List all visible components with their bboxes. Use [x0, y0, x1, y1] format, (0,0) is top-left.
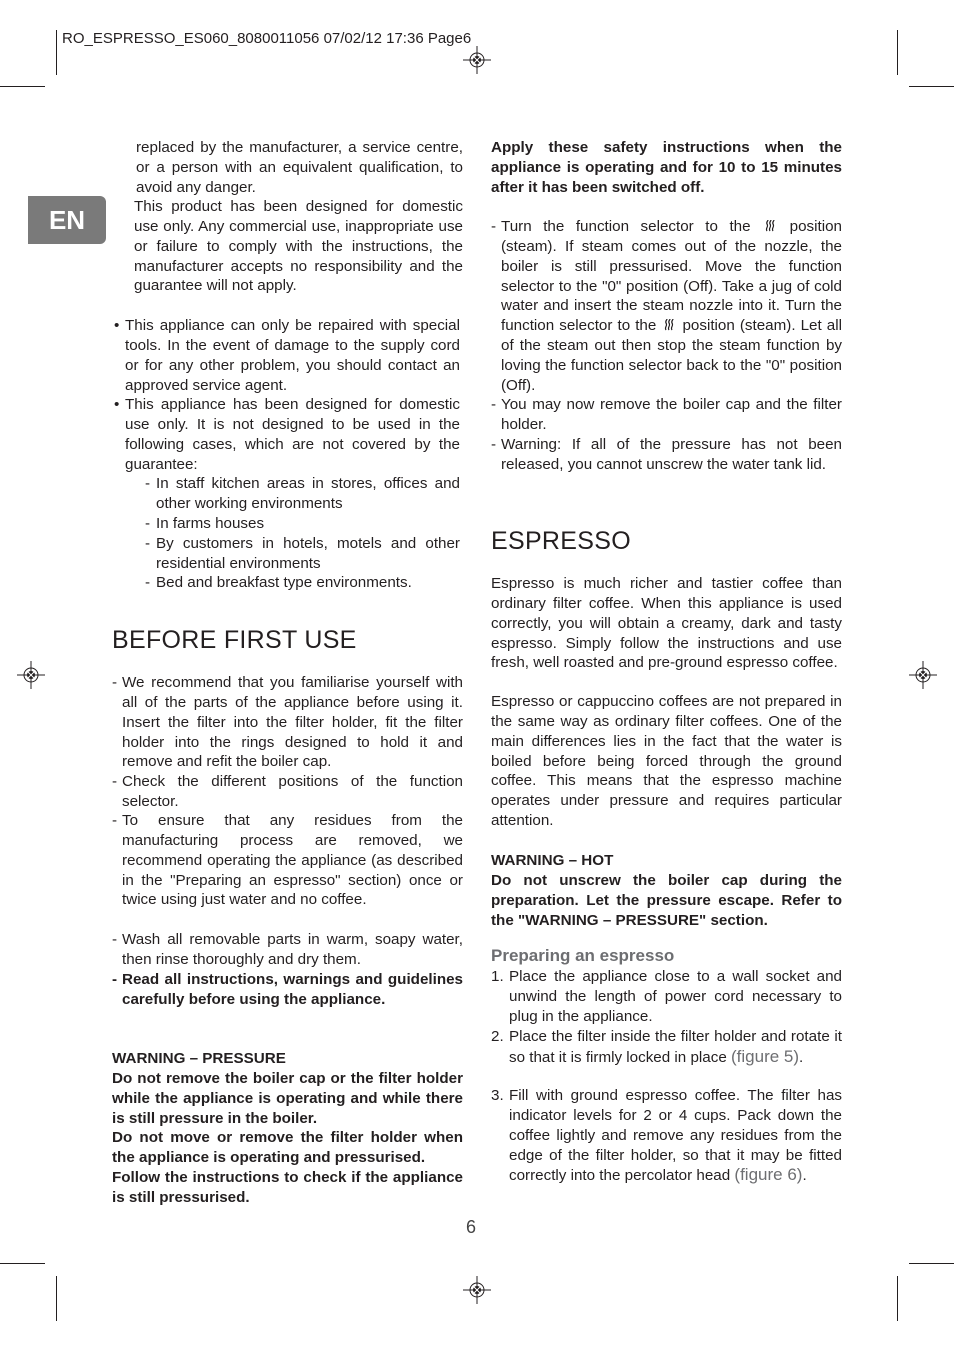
crop-mark	[909, 1263, 954, 1264]
warning-hot-title: WARNING – HOT	[491, 852, 614, 869]
bullet-text: This appliance can only be repaired with special tools. In the event of damage to the supply cord or for any other problem, you should contact an approved service agent.	[125, 317, 460, 394]
figure-reference: (figure 6)	[734, 1165, 803, 1185]
list-item	[112, 970, 463, 1010]
crop-mark	[0, 86, 45, 87]
dash-mark: -	[145, 475, 151, 492]
step-text: Place the appliance close to a wall socket and unwind the length of power cord necessary to plug in the appliance.	[509, 968, 842, 1025]
crop-mark	[56, 1276, 57, 1321]
list-item	[112, 772, 463, 812]
period: .	[799, 1048, 804, 1066]
step-text	[509, 1027, 842, 1068]
list-item-text: To ensure that any residues from the manufacturing process are removed, we recommend operating the appliance (as described in the "Preparing an espresso" section) once or twice using just water and no coffee.	[122, 812, 463, 909]
dash-mark: -	[145, 574, 151, 591]
warning-pressure-text: Do not move or remove the filter holder when the appliance is operating and pressurised.	[112, 1129, 463, 1166]
dash-mark: -	[112, 674, 118, 691]
espresso-paragraph: Espresso or cappuccino coffees are not prepared in the same way as ordinary filter coffees. One of the main differences lies in the fact that the water is boiled before being forced through the ground coffee. This means that the espresso machine operates under pressure and requires particular attention.	[491, 693, 842, 830]
list-item-text: We recommend that you familiarise yourself with all of the parts of the appliance before using it. Insert the filter into the filter holder, fit the filter holder into the rings designed to hold it and remove and refit the boiler cap.	[122, 674, 463, 771]
warning-pressure-text: Do not remove the boiler cap or the filter holder while the appliance is operating and while there is still pressure in the boiler.	[112, 1070, 463, 1127]
list-item	[491, 217, 842, 396]
list-item-text	[501, 217, 842, 396]
subsection-title-preparing: Preparing an espresso	[491, 946, 675, 965]
list-item-text: Read all instructions, warnings and guidelines carefully before using the appliance.	[122, 971, 463, 1008]
registration-mark-icon	[463, 1276, 491, 1304]
crop-mark	[909, 86, 954, 87]
dash-mark: -	[145, 515, 151, 532]
list-item-text: Wash all removable parts in warm, soapy water, then rinse thoroughly and dry them.	[122, 931, 463, 968]
section-title-espresso: ESPRESSO	[491, 527, 631, 555]
steam-instruction-part3: position (steam). Let all of the steam out then stop the steam function by loving the function selector back to the "0" position (Off).	[501, 317, 842, 394]
crop-mark	[897, 1276, 898, 1321]
sub-item-text: In farms houses	[156, 515, 265, 532]
period: .	[802, 1167, 807, 1185]
page-number: 6	[466, 1217, 477, 1237]
bullet-item	[112, 395, 460, 474]
list-item-text: Check the different positions of the function selector.	[122, 773, 463, 810]
list-item	[112, 930, 463, 970]
dash-mark: -	[112, 773, 118, 790]
language-tab: EN	[28, 196, 106, 244]
numbered-step	[491, 1086, 842, 1186]
crop-mark	[0, 1263, 45, 1264]
sub-item-text: Bed and breakfast type environments.	[156, 574, 412, 591]
step-text-body: Fill with ground espresso coffee. The filter has indicator levels for 2 or 4 cups. Pack down the coffee lightly and remove any residues from the edge of the filter holder, so that it may be fitted correctly into the percolator head	[509, 1087, 842, 1185]
dash-mark: -	[145, 535, 151, 552]
numbered-step	[491, 1027, 842, 1068]
steam-instruction-part2: position (steam). If steam comes out of the nozzle, the boiler is still pressurised. Move the function selector to the "0" position (Off). Take a jug of cold water and insert the steam nozzle into it. Turn the function selector to the	[501, 218, 842, 335]
step-number: 1.	[491, 968, 504, 985]
steam-icon	[662, 318, 676, 332]
dash-mark: -	[491, 396, 497, 413]
dash-mark: -	[491, 218, 497, 235]
warning-hot-text: Do not unscrew the boiler cap during the preparation. Let the pressure escape. Refer to the "WARNING – PRESSURE" section.	[491, 872, 842, 929]
espresso-paragraph: Espresso is much richer and tastier coffee than ordinary filter coffee. When this appliance is used correctly, you will obtain a creamy, dark and tasty espresso. Simply follow the instructions and use fresh, well roasted and pre-ground espresso coffee.	[491, 575, 842, 672]
warning-pressure-title: WARNING – PRESSURE	[112, 1050, 286, 1067]
dash-mark: -	[491, 436, 497, 453]
step-text-body: Place the filter inside the filter holder and rotate it so that it is firmly locked in place	[509, 1028, 842, 1066]
figure-reference: (figure 5)	[731, 1046, 800, 1066]
warning-pressure-text: Follow the instructions to check if the appliance is still pressurised.	[112, 1169, 463, 1206]
sub-list-item	[145, 534, 460, 574]
dash-mark: -	[112, 971, 118, 988]
steam-instruction-part1: Turn the function selector to the	[501, 218, 751, 235]
sub-item-text: By customers in hotels, motels and other residential environments	[156, 535, 460, 572]
bullet-item	[112, 316, 460, 395]
steam-icon	[763, 219, 777, 233]
registration-mark-icon	[463, 46, 491, 74]
list-item-text: Warning: If all of the pressure has not been released, you cannot unscrew the water tank lid.	[501, 436, 842, 473]
step-text	[509, 1086, 842, 1186]
registration-mark-icon	[17, 661, 45, 689]
intro-continuation: replaced by the manufacturer, a service centre, or a person with an equivalent qualification, to avoid any danger.	[136, 139, 463, 196]
list-item	[112, 673, 463, 772]
step-number: 3.	[491, 1087, 504, 1104]
printer-slug: RO_ESPRESSO_ES060_8080011056 07/02/12 17:36 Page6	[62, 30, 472, 47]
crop-mark	[897, 30, 898, 75]
registration-mark-icon	[909, 661, 937, 689]
list-item	[491, 435, 842, 475]
list-item	[491, 395, 842, 435]
crop-mark	[56, 30, 57, 75]
list-item	[112, 811, 463, 910]
sub-item-text: In staff kitchen areas in stores, offices and other working environments	[156, 475, 460, 512]
dash-mark: -	[112, 812, 118, 829]
list-item-text: You may now remove the boiler cap and the filter holder.	[501, 396, 842, 433]
sub-list-item	[145, 573, 460, 593]
dash-mark: -	[112, 931, 118, 948]
numbered-step	[491, 967, 842, 1027]
sub-list-item	[145, 474, 460, 514]
section-title-before-first-use: BEFORE FIRST USE	[112, 626, 357, 654]
bullet-mark: •	[114, 317, 120, 334]
domestic-paragraph: This product has been designed for domestic use only. Any commercial use, inappropriate use or failure to comply with the instructions, the manufacturer accepts no responsibility and the guarantee will not apply.	[134, 198, 463, 295]
sub-list-item	[145, 514, 460, 534]
bullet-text: This appliance has been designed for domestic use only. It is not designed to be used in the following cases, which are not covered by the guarantee:	[125, 396, 460, 473]
safety-instructions-title: Apply these safety instructions when the appliance is operating and for 10 to 15 minutes after it has been switched off.	[491, 139, 842, 196]
step-number: 2.	[491, 1028, 504, 1045]
bullet-mark: •	[114, 396, 120, 413]
